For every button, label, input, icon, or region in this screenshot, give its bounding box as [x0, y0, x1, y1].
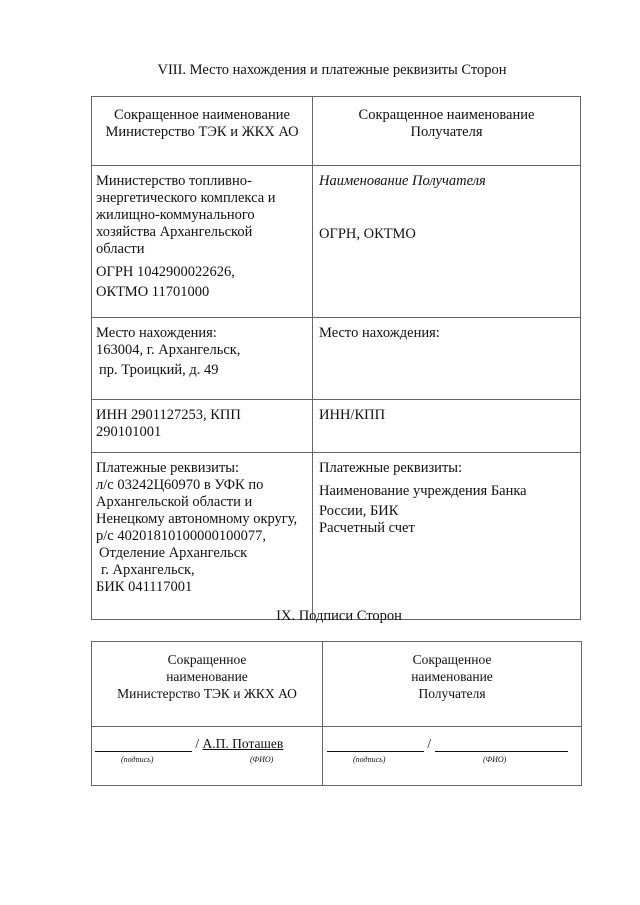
- ministry-signature-line: [95, 735, 283, 752]
- header-line: Министерство ТЭК и ЖКХ АО: [117, 686, 297, 701]
- inn-line: 290101001: [96, 424, 162, 440]
- payment-line: Платежные реквизиты:: [96, 460, 240, 476]
- payment-line: Расчетный счет: [319, 520, 415, 536]
- payment-line: л/с 03242Ц60970 в УФК по: [96, 477, 264, 493]
- header-line: наименование: [411, 669, 493, 684]
- ministry-payment-cell: [92, 453, 313, 620]
- address-label: Место нахождения:: [96, 325, 217, 341]
- section-9-heading: IX. Подписи Сторон: [276, 608, 402, 624]
- recipient-name-placeholder: Наименование Получателя: [319, 173, 486, 189]
- signer-name: А.П. Поташев: [202, 736, 284, 751]
- recipient-header-cell: [313, 97, 581, 166]
- address-line: пр. Троицкий, д. 49: [99, 362, 219, 378]
- payment-line: р/с 40201810100000100077,: [96, 528, 266, 544]
- recipient-address-cell: [313, 318, 581, 400]
- name-line: энергетического комплекса и: [96, 190, 276, 206]
- address-line: 163004, г. Архангельск,: [96, 342, 241, 358]
- ministry-inn-cell: [92, 400, 313, 453]
- payment-line: Отделение Архангельск: [99, 545, 248, 561]
- signature-blank: [95, 737, 192, 752]
- payment-line: Платежные реквизиты:: [319, 460, 463, 476]
- recipient-signature-cell: [323, 727, 582, 786]
- requisites-table: [91, 96, 581, 620]
- header-line: Министерство ТЭК и ЖКХ АО: [105, 124, 299, 140]
- header-line: Сокращенное: [412, 652, 492, 667]
- payment-line: Архангельской области и: [96, 494, 253, 510]
- header-line: Получателя: [418, 686, 486, 701]
- header-line: Сокращенное: [167, 652, 247, 667]
- name-blank: [435, 737, 568, 752]
- ministry-signature-header: [92, 642, 323, 727]
- payment-line: России, БИК: [319, 503, 399, 519]
- recipient-signature-header: [323, 642, 582, 727]
- caption-name: (ФИО): [250, 755, 274, 764]
- table-row: [92, 166, 581, 318]
- payment-line: г. Архангельск,: [101, 562, 195, 578]
- header-line: Сокращенное наименование: [358, 107, 535, 123]
- name-line: хозяйства Архангельской: [96, 224, 253, 240]
- recipient-name-cell: [313, 166, 581, 318]
- section-8-heading: VIII. Место нахождения и платежные реквизиты Сторон: [157, 62, 507, 78]
- inn-line: ИНН 2901127253, КПП: [96, 407, 241, 423]
- ogrn-value: ОГРН 1042900022626,: [96, 264, 235, 280]
- signature-blank: [327, 737, 424, 752]
- payment-line: Наименование учреждения Банка: [319, 483, 527, 499]
- name-line: области: [96, 241, 145, 257]
- payment-line: БИК 041117001: [96, 579, 193, 595]
- inn-placeholder: ИНН/КПП: [319, 407, 386, 423]
- caption-signature: (подпись): [353, 755, 386, 764]
- name-line: жилищно-коммунального: [96, 207, 255, 223]
- table-row: [92, 400, 581, 453]
- recipient-payment-cell: [313, 453, 581, 620]
- recipient-ogrn-placeholder: ОГРН, ОКТМО: [319, 226, 416, 242]
- signature-separator: /: [195, 736, 200, 751]
- caption-name: (ФИО): [483, 755, 507, 764]
- recipient-signature-line: [327, 735, 568, 752]
- signature-separator: /: [427, 736, 432, 751]
- ministry-address-cell: [92, 318, 313, 400]
- ministry-header-cell: [92, 97, 313, 166]
- payment-line: Ненецкому автономному округу,: [96, 511, 298, 527]
- address-label: Место нахождения:: [319, 325, 440, 341]
- caption-signature: (подпись): [121, 755, 154, 764]
- table-row: [92, 727, 582, 786]
- table-row: [92, 97, 581, 166]
- signatures-table: [91, 641, 582, 786]
- ministry-signature-cell: [92, 727, 323, 786]
- recipient-inn-cell: [313, 400, 581, 453]
- header-line: Получателя: [410, 124, 483, 140]
- table-row: [92, 642, 582, 727]
- name-line: Министерство топливно-: [96, 173, 252, 189]
- table-row: [92, 453, 581, 620]
- header-line: наименование: [166, 669, 248, 684]
- oktmo-value: ОКТМО 11701000: [96, 284, 210, 300]
- header-line: Сокращенное наименование: [114, 107, 290, 123]
- ministry-name-cell: [92, 166, 313, 318]
- table-row: [92, 318, 581, 400]
